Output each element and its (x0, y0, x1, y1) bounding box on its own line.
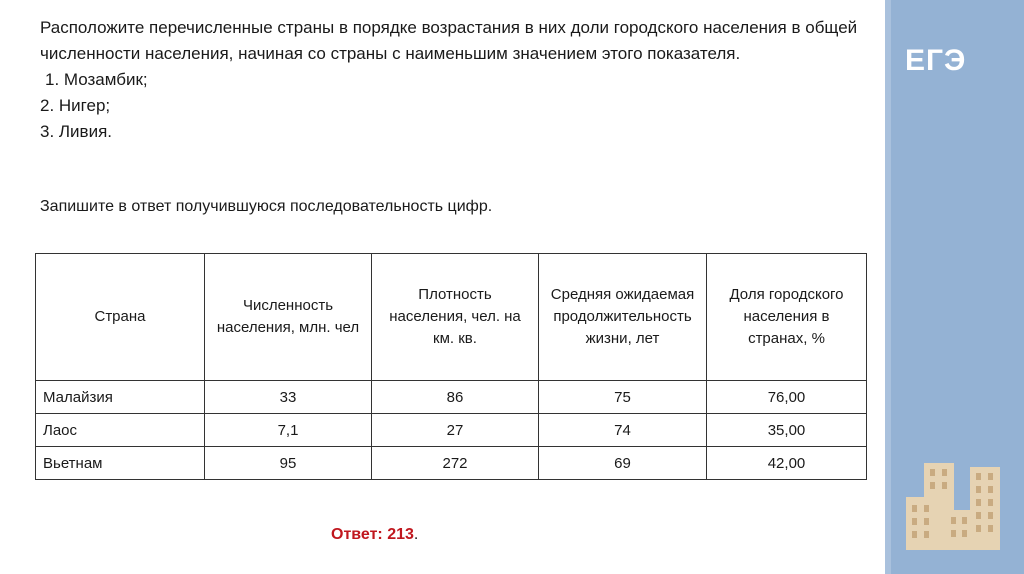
header-population: Численность населения, млн. чел (205, 254, 372, 381)
cell-urban-share: 35,00 (707, 414, 867, 447)
cell-life-expectancy: 75 (539, 381, 707, 414)
question-block (40, 15, 860, 145)
table-header-row (36, 254, 867, 381)
answer-suffix: . (413, 526, 419, 543)
sidebar-edge (885, 0, 891, 574)
cell-density: 86 (372, 381, 539, 414)
header-life-expectancy: Средняя ожидаемая продолжительность жизни, лет (539, 254, 707, 381)
option-item: 2. Нигер; (40, 96, 111, 115)
cell-country: Лаос (36, 414, 205, 447)
cell-life-expectancy: 74 (539, 414, 707, 447)
table-row (36, 447, 867, 480)
cell-life-expectancy: 69 (539, 447, 707, 480)
table-row (36, 414, 867, 447)
cell-population: 7,1 (205, 414, 372, 447)
cell-urban-share: 42,00 (707, 447, 867, 480)
header-country: Страна (36, 254, 205, 381)
options-list (40, 67, 860, 145)
option-item: 3. Ливия. (40, 122, 113, 141)
cell-urban-share: 76,00 (707, 381, 867, 414)
cell-population: 95 (205, 447, 372, 480)
instruction-text: Запишите в ответ получившуюся последовательность цифр. (40, 198, 493, 215)
header-density: Плотность населения, чел. на км. кв. (372, 254, 539, 381)
cell-country: Вьетнам (36, 447, 205, 480)
option-item: 1. Мозамбик; (45, 70, 148, 89)
city-buildings-icon (900, 455, 1005, 560)
data-table (35, 253, 867, 480)
table-row (36, 381, 867, 414)
cell-country: Малайзия (36, 381, 205, 414)
question-text: Расположите перечисленные страны в порядке возрастания в них доли городского населения в общей численности населения, начиная со страны с наименьшим значением этого показателя. (40, 18, 858, 63)
cell-density: 27 (372, 414, 539, 447)
answer-label: Ответ: 213 (331, 526, 414, 543)
answer-line (331, 526, 418, 544)
header-urban-share: Доля городского населения в странах, % (707, 254, 867, 381)
cell-population: 33 (205, 381, 372, 414)
cell-density: 272 (372, 447, 539, 480)
ege-badge: ЕГЭ (905, 44, 967, 77)
